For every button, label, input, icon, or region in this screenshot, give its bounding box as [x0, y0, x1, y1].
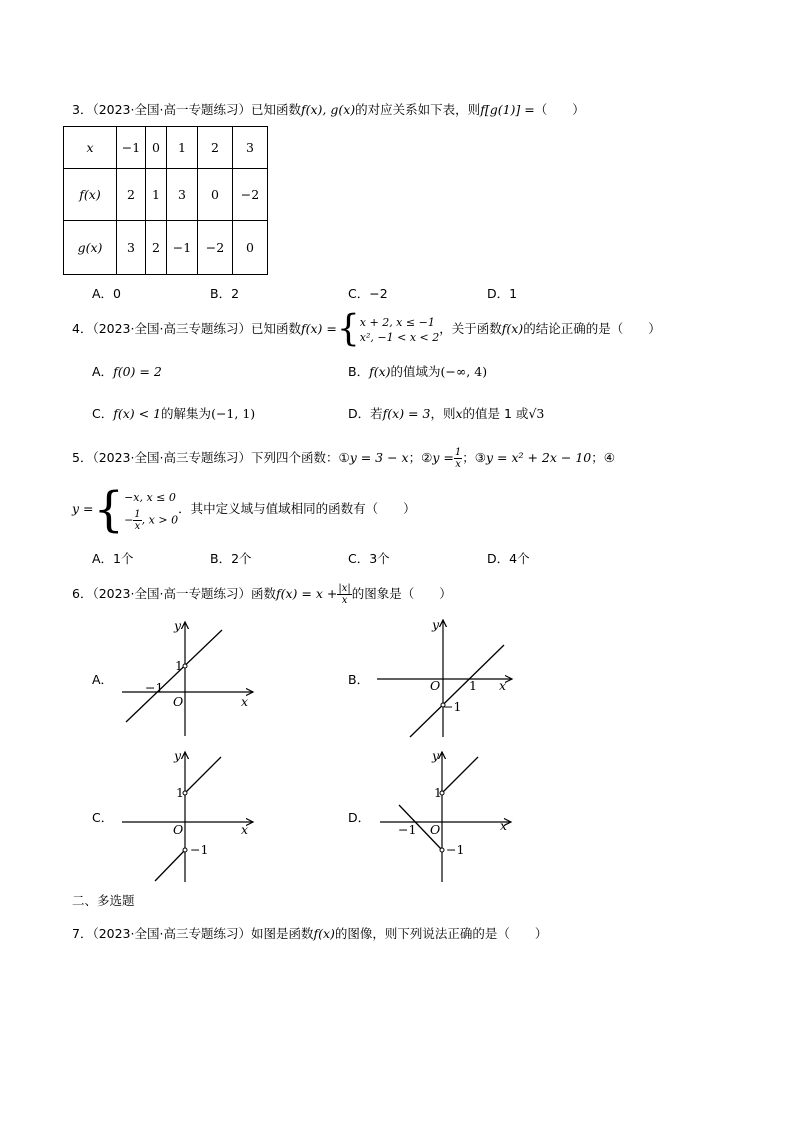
q6-option-a[interactable]: A．	[92, 672, 114, 687]
graph-b-tick-1: 1	[469, 678, 477, 693]
q4-option-b[interactable]: B．f(x)的值域为(−∞, 4)	[348, 364, 488, 379]
q6-option-c[interactable]: C．	[92, 810, 114, 825]
section-heading-multi-choice: 二、多选题	[72, 893, 135, 908]
q5-stem-cont: y ={−x, x ≤ 0 − $\frac{1}{x}$ , x > 0．其中定义域与值域相同的函数有（ ）	[72, 481, 416, 538]
graph-left-branch	[155, 850, 185, 881]
graph-a-x-label: x	[241, 694, 249, 709]
graph-a-y-label: y	[174, 618, 182, 633]
graph-c-x-label: x	[241, 822, 249, 837]
q5-option-c[interactable]: C．3个	[348, 551, 390, 566]
graph-line	[410, 645, 507, 737]
q6-stem: 6．（2023·全国·高一专题练习）函数f(x) = x + $\frac{|x|}{x}$ 的图象是（ ）	[72, 583, 452, 606]
q3-option-a[interactable]: A．0	[92, 286, 122, 301]
q6-option-b[interactable]: B．	[348, 672, 370, 687]
q4-option-a[interactable]: A．f(0) = 2	[92, 364, 162, 379]
q3-stem: 3．（2023·全国·高一专题练习）已知函数f(x), g(x)的对应关系如下表，则f[g(1)] =（ ）	[72, 102, 585, 117]
graph-b-y-label: y	[432, 617, 440, 632]
graph-d-y-label: y	[432, 748, 440, 763]
q4-option-c[interactable]: C．f(x) < 1的解集为(−1, 1)	[92, 406, 256, 421]
graph-c-tick-1: 1	[176, 785, 184, 800]
q4-stem: 4．（2023·全国·高三专题练习）已知函数f(x) ={x + 2, x ≤ −1 x², −1 < x < 2，关于函数f(x)的结论正确的是（ ）	[72, 308, 661, 350]
q4-option-d[interactable]: D．若f(x) = 3，则x的值是 1 或√3	[348, 406, 545, 421]
graph-b-origin: O	[430, 678, 441, 693]
graph-right-branch	[442, 757, 478, 793]
graph-d	[375, 745, 525, 885]
graph-b-x-label: x	[499, 678, 507, 693]
graph-a-origin: O	[173, 694, 184, 709]
graph-d-tick-m1: −1	[398, 822, 417, 837]
graph-c-origin: O	[173, 822, 184, 837]
graph-right-branch	[185, 757, 221, 793]
graph-c	[115, 745, 265, 885]
q5-stem: 5．（2023·全国·高三专题练习）下列四个函数：①y = 3 − x；②y = $\frac{1}{x}$ ；③y = x² + 2x − 10；④	[72, 447, 615, 470]
q3-value-table: x −1 0 1 2 3 f(x) 2 1 3 0 −2 g(x) 3 2 −1 −2 0	[63, 126, 268, 275]
table-label-x: x	[64, 127, 117, 169]
graph-d-x-label: x	[500, 818, 508, 833]
q5-option-a[interactable]: A．1个	[92, 551, 134, 566]
open-point-bottom	[183, 848, 187, 852]
q5-option-d[interactable]: D．4个	[487, 551, 530, 566]
graph-d-tick-m1-y: −1	[446, 842, 465, 857]
q3-option-c[interactable]: C．−2	[348, 286, 388, 301]
graph-b-tick-m1: −1	[443, 699, 462, 714]
graph-c-tick-m1: −1	[190, 842, 209, 857]
open-point	[183, 664, 187, 668]
graph-a-tick-1: 1	[175, 658, 183, 673]
q3-option-b[interactable]: B．2	[210, 286, 240, 301]
table-label-gx: g(x)	[64, 221, 117, 275]
graph-a-tick-m1: −1	[145, 680, 164, 695]
graph-d-origin: O	[430, 822, 441, 837]
q6-option-d[interactable]: D．	[348, 810, 371, 825]
q7-stem: 7．（2023·全国·高三专题练习）如图是函数f(x)的图像，则下列说法正确的是（ ）	[72, 926, 548, 941]
graph-d-tick-1: 1	[434, 785, 442, 800]
open-point-bottom	[440, 848, 444, 852]
graph-a	[115, 615, 265, 740]
table-label-fx: f(x)	[64, 169, 117, 221]
graph-c-y-label: y	[174, 748, 182, 763]
q3-option-d[interactable]: D．1	[487, 286, 518, 301]
q5-option-b[interactable]: B．2个	[210, 551, 252, 566]
